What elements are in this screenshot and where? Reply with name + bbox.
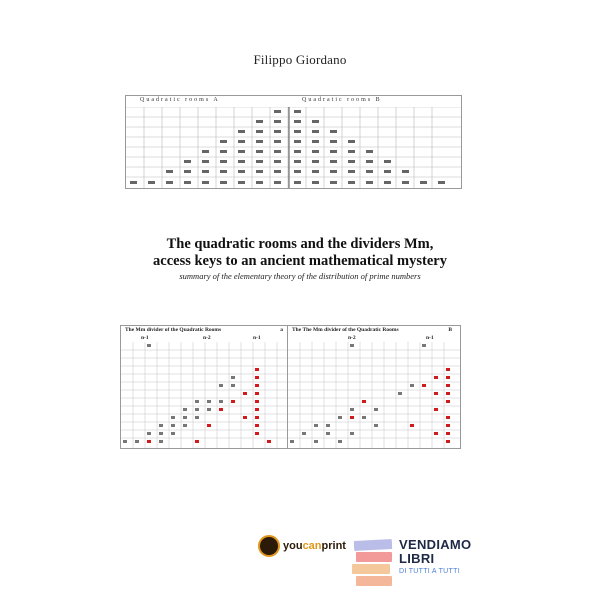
mm-divider-table-a <box>120 325 288 449</box>
quadratic-rooms-grid <box>126 107 461 188</box>
rooms-a-label: Quadratic rooms A <box>140 97 220 103</box>
col-label: n-1 <box>141 335 149 341</box>
book-title-line-1: The quadratic rooms and the dividers Mm, <box>166 236 434 252</box>
col-label: n-1 <box>426 335 434 341</box>
youcanprint-wordmark: youcanprint <box>283 540 346 552</box>
col-label: n-2 <box>348 335 356 341</box>
vendiamo-libri-logo <box>352 538 482 588</box>
mm-table-a-grid <box>121 342 287 448</box>
col-label: n-2 <box>203 335 211 341</box>
book-title-line-2: access keys to an ancient mathematical mystery <box>153 253 447 269</box>
book-stack-icon <box>352 538 396 588</box>
title-block <box>0 236 600 281</box>
quadratic-rooms-table <box>125 95 462 189</box>
author-name: Filippo Giordano <box>253 52 347 67</box>
quadratic-rooms-header <box>126 96 461 107</box>
mm-divider-table-b <box>287 325 461 449</box>
mm-table-a-title: The Mm divider of the Quadratic Rooms a <box>125 327 283 333</box>
youcanprint-badge-icon <box>258 535 280 557</box>
mm-table-b-title: The The Mm divider of the Quadratic Rooms B <box>292 327 452 333</box>
col-label: n-1 <box>253 335 261 341</box>
youcanprint-logo <box>258 535 358 557</box>
book-subtitle: summary of the elementary theory of the distribution of prime numbers <box>179 271 421 281</box>
vendiamo-libri-wordmark: VENDIAMO LIBRI DI TUTTI A TUTTI <box>399 537 472 575</box>
mm-table-b-grid <box>288 342 460 448</box>
rooms-b-label: Quadratic rooms B <box>302 97 382 103</box>
